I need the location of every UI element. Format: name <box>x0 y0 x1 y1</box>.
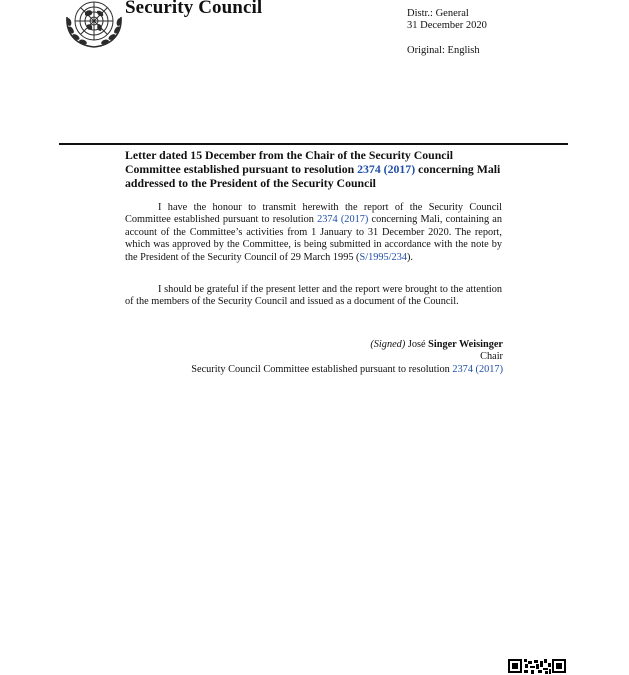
paragraph-2 <box>125 284 502 309</box>
signed-marker: (Signed) <box>370 339 406 350</box>
signatory-first-name: José <box>407 339 426 350</box>
distribution-label: Distr.: General <box>407 8 469 19</box>
signature-block <box>191 339 503 376</box>
signature-line <box>191 339 503 351</box>
qr-code-icon <box>508 659 566 675</box>
signatory-surname: Singer Weisinger <box>428 339 503 350</box>
document-symbol-link[interactable]: S/1995/234 <box>359 251 407 263</box>
p1-resolution-link[interactable]: 2374 (2017) <box>317 214 369 226</box>
p1-text-start: I have the honour to transmit herewith the report of the Security Council Committee established pursuant to resolution <box>125 202 502 226</box>
letter-title <box>125 148 503 191</box>
committee-line <box>191 364 503 376</box>
p2-text: I should be grateful if the present letter and the report were brought to the attention of the members of the Security Council and issued as a document of the Council. <box>125 284 502 308</box>
un-emblem-icon <box>63 0 125 50</box>
signatory-role: Chair <box>480 351 503 363</box>
title-text-start: Letter dated 15 December from the Chair of the Security Council Committee established pursuant to resolution <box>125 148 454 177</box>
resolution-link[interactable]: 2374 (2017) <box>357 162 416 177</box>
committee-text: Security Council Committee established pursuant to resolution <box>191 363 450 375</box>
original-language: Original: English <box>407 45 480 56</box>
p1-text-end: ). <box>407 251 414 263</box>
p1-text-middle: concerning Mali, containing an account of the Committee’s activities from 1 January to 31 December 2020. The report, which was approved by the Committee, is being submitted in accordance with the note by the President of the Security Council of 29 March 1995 ( <box>125 214 503 263</box>
paragraph-1 <box>125 202 502 264</box>
organ-title: Security Council <box>125 0 263 18</box>
document-date: 31 December 2020 <box>407 20 487 31</box>
title-text-end: concerning Mali addressed to the President of the Security Council <box>125 162 501 191</box>
header-divider <box>59 143 568 145</box>
committee-resolution-link[interactable]: 2374 (2017) <box>452 363 503 375</box>
